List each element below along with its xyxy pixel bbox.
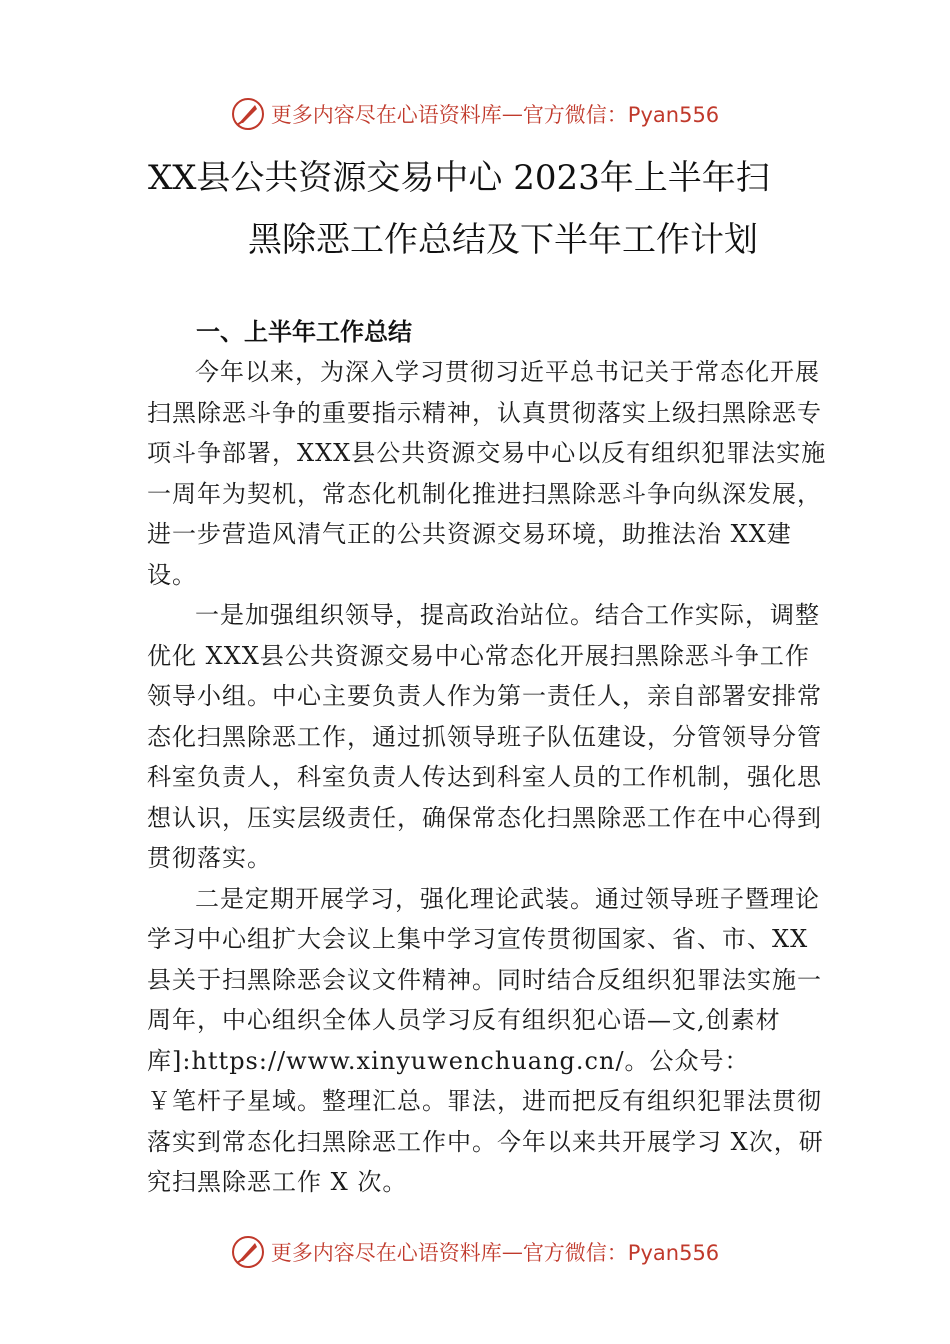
document-title-line1: XX县公共资源交易中心 2023年上半年扫 [148, 158, 770, 198]
paragraph-study-cont: ￥笔杆子星域。整理汇总。罪法，进而把反有组织犯罪法贯彻落实到常态化扫黑除恶工作中。今年以来共开展学习 X次，研究扫黑除恶工作 X 次。 [147, 1087, 824, 1196]
paragraph-organization: 一是加强组织领导，提高政治站位。结合工作实际，调整优化 XXX县公共资源交易中心常态化开展扫黑除恶斗争工作领导小组。中心主要负责人作为第一责任人，亲自部署安排常态化扫黑除恶工作，通过抓领导班子队伍建设，分管领导分管科室负责人，科室负责人传达到科室人员的工作机制，强化思想认识，压实层级责任，确保常态化扫黑除恶工作在中心得到贯彻落实。 [147, 601, 822, 872]
footer-banner [0, 1232, 950, 1272]
banner-separator: — [501, 102, 523, 126]
banner-wechat: 官方微信：Pyan556 [522, 103, 720, 127]
banner-text: 更多内容尽在心语资料库 [270, 1241, 502, 1265]
section-heading: 一、上半年工作总结 [196, 318, 412, 346]
banner-separator: — [501, 1240, 523, 1264]
banner-wechat: 官方微信：Pyan556 [522, 1241, 720, 1265]
header-banner [0, 94, 950, 134]
paragraph-study: 二是定期开展学习，强化理论武装。通过领导班子暨理论学习中心组扩大会议上集中学习宣传贯彻国家、省、市、XX县关于扫黑除恶会议文件精神。同时结合反组织犯罪法实施一周年，中心组织全体人员学习反有组织犯心语—文,创素材库]:https://www.xinyuwenchuang.cn/。公众号： [147, 884, 822, 1075]
document-title-line2: 黑除恶工作总结及下半年工作计划 [248, 220, 758, 260]
quill-logo-icon [231, 97, 265, 131]
document-body [147, 352, 827, 1203]
quill-logo-icon [231, 1235, 265, 1269]
banner-text: 更多内容尽在心语资料库 [270, 103, 502, 127]
paragraph-intro: 今年以来，为深入学习贯彻习近平总书记关于常态化开展扫黑除恶斗争的重要指示精神，认真贯彻落实上级扫黑除恶专项斗争部署，XXX县公共资源交易中心以反有组织犯罪法实施一周年为契机，常态化机制化推进扫黑除恶斗争向纵深发展，进一步营造风清气正的公共资源交易环境，助推法治 XX建设。 [147, 358, 827, 589]
